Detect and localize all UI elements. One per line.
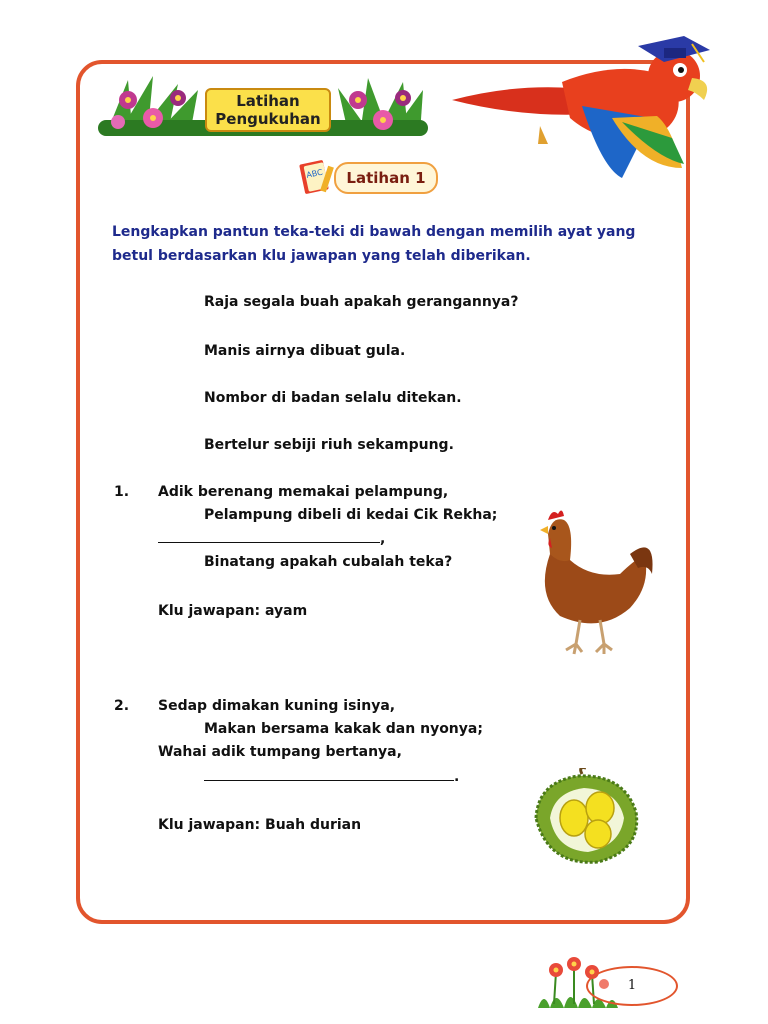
book-pencil-icon (298, 156, 338, 196)
blank-line[interactable] (204, 766, 454, 781)
blank-line[interactable] (158, 528, 380, 543)
option-item: Raja segala buah apakah gerangannya? (204, 294, 519, 310)
answer-blank[interactable] (158, 528, 385, 549)
question-line: Binatang apakah cubalah teka? (204, 554, 453, 570)
page-number: 1 (586, 966, 678, 1006)
parrot-graduate-illustration (452, 18, 714, 188)
clue-text: Klu jawapan: Buah durian (158, 817, 362, 833)
question-line: Makan bersama kakak dan nyonya; (204, 721, 483, 737)
exercise-badge: Latihan 1 (334, 162, 438, 194)
durian-illustration (528, 768, 644, 868)
blank-suffix: , (380, 531, 386, 547)
question-line: Adik berenang memakai pelampung, (158, 484, 449, 500)
blank-suffix: . (454, 769, 460, 785)
question-number: 1. (114, 484, 130, 500)
question-line: Pelampung dibeli di kedai Cik Rekha; (204, 507, 498, 523)
option-item: Nombor di badan selalu ditekan. (204, 390, 462, 406)
instructions-text: Lengkapkan pantun teka-teki di bawah dengan memilih ayat yang betul berdasarkan klu jawapan yang telah diberikan. (112, 224, 636, 264)
question-number: 2. (114, 698, 130, 714)
hen-illustration (530, 504, 658, 660)
banner-line1: Latihan (236, 92, 300, 110)
banner-title (205, 88, 331, 132)
option-item: Manis airnya dibuat gula. (204, 343, 406, 359)
question-line: Wahai adik tumpang bertanya, (158, 744, 402, 760)
book-icon-label: ABC (305, 167, 324, 180)
answer-blank[interactable] (204, 766, 459, 787)
banner-line2: Pengukuhan (215, 110, 321, 128)
clue-text: Klu jawapan: ayam (158, 603, 308, 619)
question-line: Sedap dimakan kuning isinya, (158, 698, 396, 714)
option-item: Bertelur sebiji riuh sekampung. (204, 437, 454, 453)
